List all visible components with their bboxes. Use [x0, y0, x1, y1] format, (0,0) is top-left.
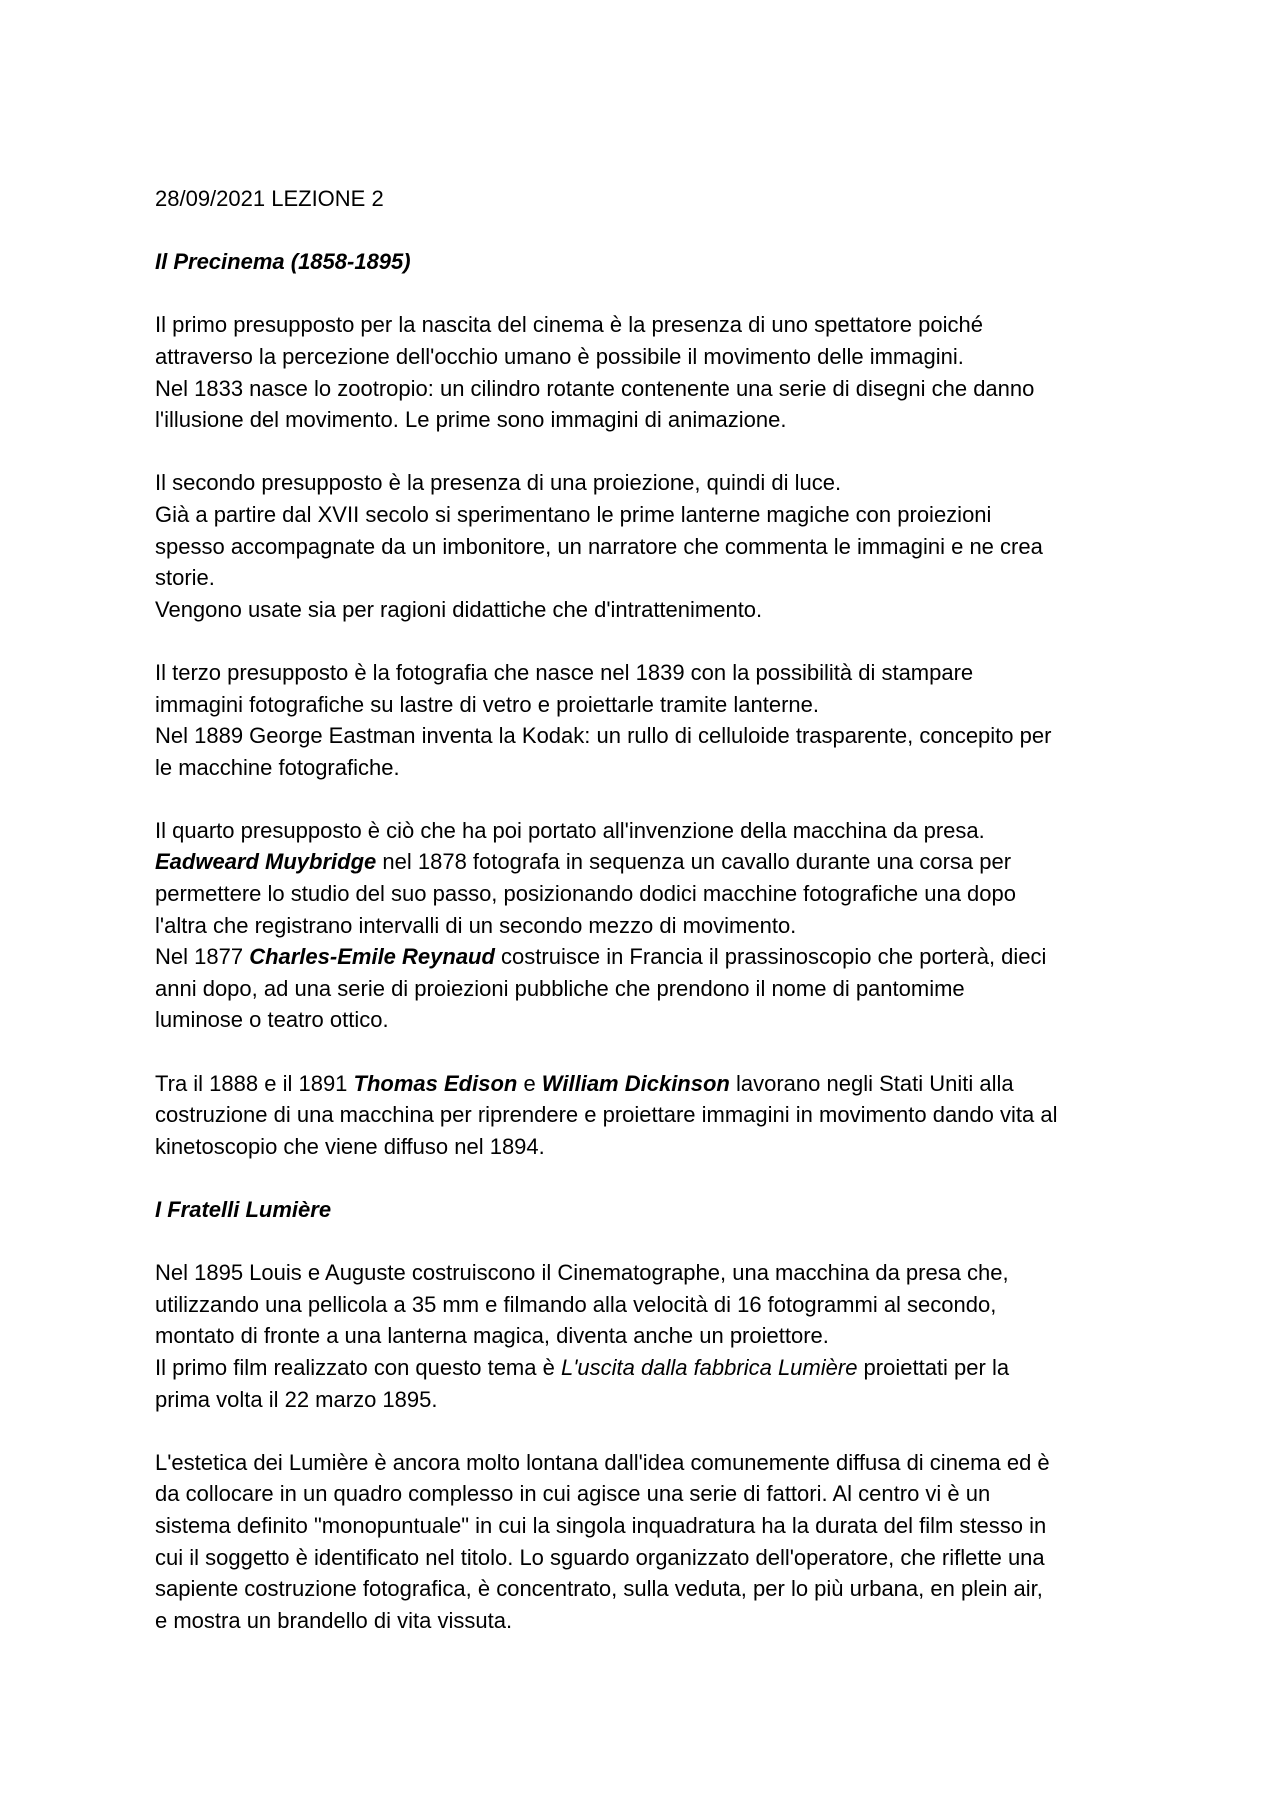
- text-run: Il primo film realizzato con questo tema è: [155, 1354, 561, 1380]
- text-line: costruzione di una macchina per riprendere e proiettare immagini in movimento dando vita al: [155, 1102, 1058, 1128]
- text-line: Nel 1833 nasce lo zootropio: un cilindro rotante contenente una serie di disegni che danno: [155, 375, 1035, 401]
- person-name-muybridge: Eadweard Muybridge: [155, 849, 377, 875]
- spacer: [155, 1162, 1140, 1194]
- lesson-date-header: 28/09/2021 LEZIONE 2: [155, 186, 384, 211]
- spacer: [155, 1036, 1140, 1068]
- text-line: prima volta il 22 marzo 1895.: [155, 1386, 438, 1412]
- paragraph-cinematographe: [155, 1257, 1140, 1415]
- text-run: nel 1878 fotografa in sequenza un cavallo durante una corsa per: [376, 849, 1012, 875]
- text-line: [155, 846, 1140, 878]
- paragraph-edison-dickinson: [155, 1068, 1140, 1163]
- text-line: montato di fronte a una lanterna magica, diventa anche un proiettore.: [155, 1323, 829, 1349]
- film-title: L'uscita dalla fabbrica Lumière: [560, 1354, 858, 1380]
- text-line: storie.: [155, 565, 215, 591]
- person-name-reynaud: Charles-Emile Reynaud: [249, 944, 495, 970]
- paragraph-third-premise: [155, 657, 1140, 783]
- text-line: Il quarto presupposto è ciò che ha poi portato all'invenzione della macchina da presa.: [155, 817, 985, 843]
- text-line: anni dopo, ad una serie di proiezioni pubbliche che prendono il nome di pantomime: [155, 975, 965, 1001]
- spacer: [155, 1415, 1140, 1447]
- text-run: lavorano negli Stati Uniti alla: [729, 1070, 1014, 1096]
- person-name-edison: Thomas Edison: [353, 1070, 518, 1096]
- paragraph-first-premise: [155, 309, 1140, 435]
- text-line: Vengono usate sia per ragioni didattiche che d'intrattenimento.: [155, 596, 763, 622]
- text-line: Il primo presupposto per la nascita del cinema è la presenza di uno spettatore poiché: [155, 312, 983, 338]
- text-line: le macchine fotografiche.: [155, 754, 400, 780]
- document-page: [155, 183, 1140, 1636]
- text-run: proiettati per la: [857, 1354, 1010, 1380]
- text-line: luminose o teatro ottico.: [155, 1007, 389, 1033]
- text-line: sapiente costruzione fotografica, è concentrato, sulla veduta, per lo più urbana, en plein air,: [155, 1576, 1043, 1602]
- text-line: e mostra un brandello di vita vissuta.: [155, 1607, 513, 1633]
- text-line: spesso accompagnate da un imbonitore, un narratore che commenta le immagini e ne crea: [155, 533, 1043, 559]
- text-line: [155, 1068, 1140, 1100]
- text-line: [155, 941, 1140, 973]
- spacer: [155, 215, 1140, 247]
- text-line: L'estetica dei Lumière è ancora molto lontana dall'idea comunemente diffusa di cinema ed è: [155, 1449, 1050, 1475]
- text-line: attraverso la percezione dell'occhio umano è possibile il movimento delle immagini.: [155, 343, 964, 369]
- text-line: cui il soggetto è identificato nel titolo. Lo sguardo organizzato dell'operatore, che riflette una: [155, 1544, 1045, 1570]
- text-line: Nel 1889 George Eastman inventa la Kodak: un rullo di celluloide trasparente, concepito per: [155, 723, 1052, 749]
- text-line: da collocare in un quadro complesso in cui agisce una serie di fattori. Al centro vi è un: [155, 1481, 991, 1507]
- paragraph-fourth-premise: [155, 815, 1140, 1036]
- text-line: permettere lo studio del suo passo, posizionando dodici macchine fotografiche una dopo: [155, 881, 1016, 907]
- text-run: costruisce in Francia il prassinoscopio che porterà, dieci: [494, 944, 1047, 970]
- section-title-precinema: Il Precinema (1858-1895): [155, 249, 411, 275]
- text-line: Il terzo presupposto è la fotografia che nasce nel 1839 con la possibilità di stampare: [155, 659, 974, 685]
- spacer: [155, 278, 1140, 310]
- text-line: Nel 1895 Louis e Auguste costruiscono il Cinematographe, una macchina da presa che,: [155, 1260, 1009, 1286]
- spacer: [155, 1226, 1140, 1258]
- text-run: Nel 1877: [155, 944, 250, 970]
- paragraph-second-premise: [155, 467, 1140, 625]
- person-name-dickinson: William Dickinson: [541, 1070, 730, 1096]
- text-run: e: [517, 1070, 542, 1096]
- section-title-lumiere: I Fratelli Lumière: [155, 1197, 332, 1222]
- spacer: [155, 625, 1140, 657]
- text-line: utilizzando una pellicola a 35 mm e filmando alla velocità di 16 fotogrammi al secondo,: [155, 1291, 997, 1317]
- paragraph-lumiere-aesthetics: [155, 1447, 1140, 1637]
- text-line: Il secondo presupposto è la presenza di una proiezione, quindi di luce.: [155, 470, 842, 496]
- spacer: [155, 783, 1140, 815]
- text-run: Tra il 1888 e il 1891: [155, 1070, 354, 1096]
- text-line: [155, 1352, 1140, 1384]
- spacer: [155, 436, 1140, 468]
- text-line: immagini fotografiche su lastre di vetro e proiettarle tramite lanterne.: [155, 691, 819, 717]
- text-line: l'illusione del movimento. Le prime sono immagini di animazione.: [155, 407, 787, 433]
- text-line: kinetoscopio che viene diffuso nel 1894.: [155, 1133, 545, 1159]
- text-line: l'altra che registrano intervalli di un secondo mezzo di movimento.: [155, 912, 797, 938]
- text-line: Già a partire dal XVII secolo si sperimentano le prime lanterne magiche con proiezioni: [155, 501, 992, 527]
- text-line: sistema definito "monopuntuale" in cui la singola inquadratura ha la durata del film stesso in: [155, 1512, 1047, 1538]
